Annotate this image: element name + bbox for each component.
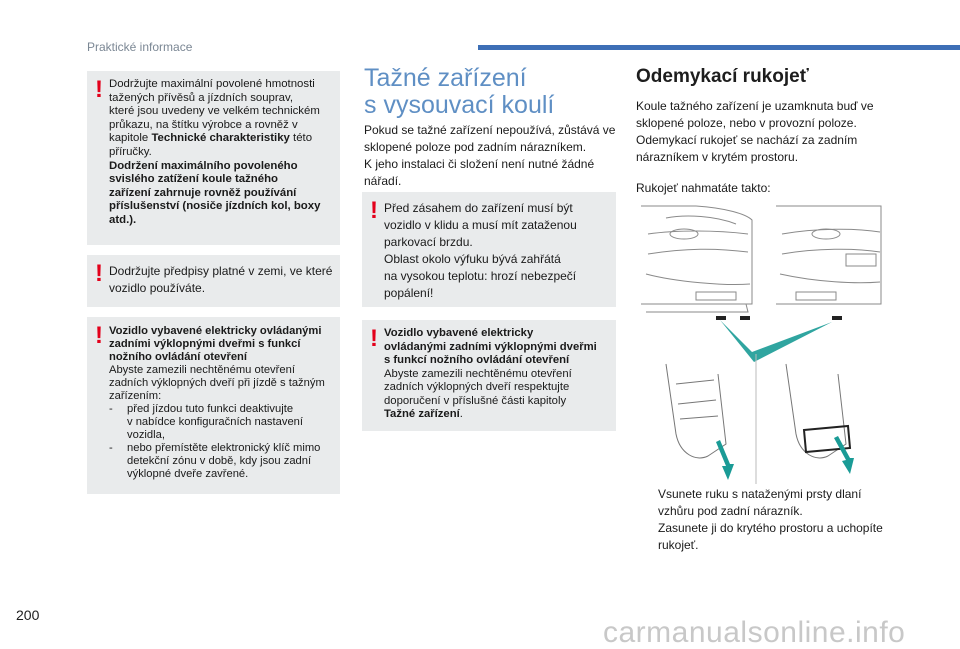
grip-label: Rukojeť nahmatáte takto: bbox=[636, 181, 771, 195]
step-marker-icon bbox=[636, 520, 658, 554]
text-line: které jsou uvedeny ve velkém technickém bbox=[109, 105, 320, 118]
warning-icon: ! bbox=[95, 260, 103, 287]
text-line: Vozidlo vybavené elektricky ovládanými bbox=[109, 325, 322, 337]
warning-icon: ! bbox=[95, 76, 103, 103]
car-rear-right bbox=[776, 206, 881, 304]
warning-box-tailgate-2: ! Vozidlo vybavené elektricky ovládanými zadními výklopnými dveřmi s funkcí nožního ovládání otevření Abyste zamezili nechtěnému otevření zadních výklopných dveří respektujte doporučení v příslušné části kapitoly Tažné zařízení. bbox=[362, 320, 616, 431]
warning-box-tailgate bbox=[87, 317, 340, 494]
chapter-reference: Technické charakteristiky bbox=[151, 132, 290, 145]
watermark: carmanualsonline.info bbox=[603, 616, 906, 649]
text-line: příručky. bbox=[109, 145, 152, 158]
text-line: Dodržujte předpisy platné v zemi, ve které bbox=[109, 264, 333, 278]
text-line: atd.). bbox=[109, 213, 137, 226]
tow-hooks bbox=[716, 316, 842, 320]
section-title: Praktické informace bbox=[87, 40, 193, 54]
warning-box-weights bbox=[87, 71, 340, 245]
chapter-reference: Tažné zařízení bbox=[384, 408, 460, 420]
text-line: nožního ovládání otevření bbox=[109, 351, 247, 363]
text-line: Dodržení maximálního povoleného bbox=[109, 159, 298, 172]
warning-box-regulations bbox=[87, 255, 340, 307]
section-heading-handle: Odemykací rukojeť bbox=[636, 66, 809, 87]
text-line: zařízením: bbox=[109, 390, 162, 402]
step-item: Zasunete ji do krytého prostoru a uchopíte rukojeť. bbox=[636, 520, 896, 554]
step-item: Vsunete ruku s nataženými prsty dlaní vzhůru pod zadní nárazník. bbox=[636, 486, 896, 520]
page-number: 200 bbox=[16, 607, 40, 623]
arrow-down-icon bbox=[716, 436, 854, 480]
text-line: kapitole Technické charakteristiky této bbox=[109, 132, 313, 145]
car-rear-left bbox=[641, 206, 752, 312]
section-heading-towbar: Tažné zařízení s vysouvací koulí bbox=[364, 64, 555, 119]
step-marker-icon bbox=[636, 486, 658, 520]
text-line: zařízení zahrnuje rovněž používání bbox=[109, 186, 297, 199]
text-line: Dodržujte maximální povolené hmotnosti bbox=[109, 78, 315, 90]
text-line: zadních výklopných dveří při jízdě s tažným bbox=[109, 377, 325, 389]
warning-icon: ! bbox=[370, 325, 378, 352]
text-line: vozidlo používáte. bbox=[109, 281, 206, 295]
text-line: svislého zatížení koule tažného bbox=[109, 173, 279, 186]
list-item: - nebo přemístěte elektronický klíč mimo detekční zónu v době, kdy jsou zadní výklopné dveře zavřené. bbox=[109, 442, 321, 480]
towbar-intro: Pokud se tažné zařízení nepoužívá, zůstává ve sklopené poloze pod zadním nárazníkem. K jeho instalaci či složení není nutné žádné nářadí. bbox=[364, 123, 616, 188]
warning-icon: ! bbox=[370, 197, 378, 224]
text-line: zadními výklopnými dveřmi s funkcí bbox=[109, 338, 301, 350]
warning-box-safety: ! Před zásahem do zařízení musí být vozidlo v klidu a musí mít zataženou parkovací brzdu. Oblast okolo výfuku bývá zahřátá na vysokou teplotu: hrozí nebezpečí popálení! bbox=[362, 192, 616, 307]
text-line: průkazu, na štítku výrobce a rovněž v bbox=[109, 118, 298, 131]
list-item: - před jízdou tuto funkci deaktivujte v nabídce konfiguračních nastavení vozidla, bbox=[109, 403, 304, 441]
text-line: Abyste zamezili nechtěnému otevření bbox=[109, 364, 295, 376]
pointer-arrow bbox=[720, 320, 832, 362]
step-list bbox=[636, 486, 896, 554]
warning-icon: ! bbox=[95, 322, 103, 349]
header-accent-bar bbox=[478, 45, 960, 50]
text-line: tažených přívěsů a jízdních souprav, bbox=[109, 91, 294, 104]
text-line: příslušenství (nosiče jízdních kol, boxy bbox=[109, 200, 321, 213]
handle-intro: Koule tažného zařízení je uzamknuta buď ve sklopené poloze, nebo v provozní poloze. Odemykací rukojeť se nachází za zadním nárazníkem v krytém prostoru. bbox=[636, 99, 874, 164]
towbar-handle-illustration bbox=[636, 204, 885, 484]
